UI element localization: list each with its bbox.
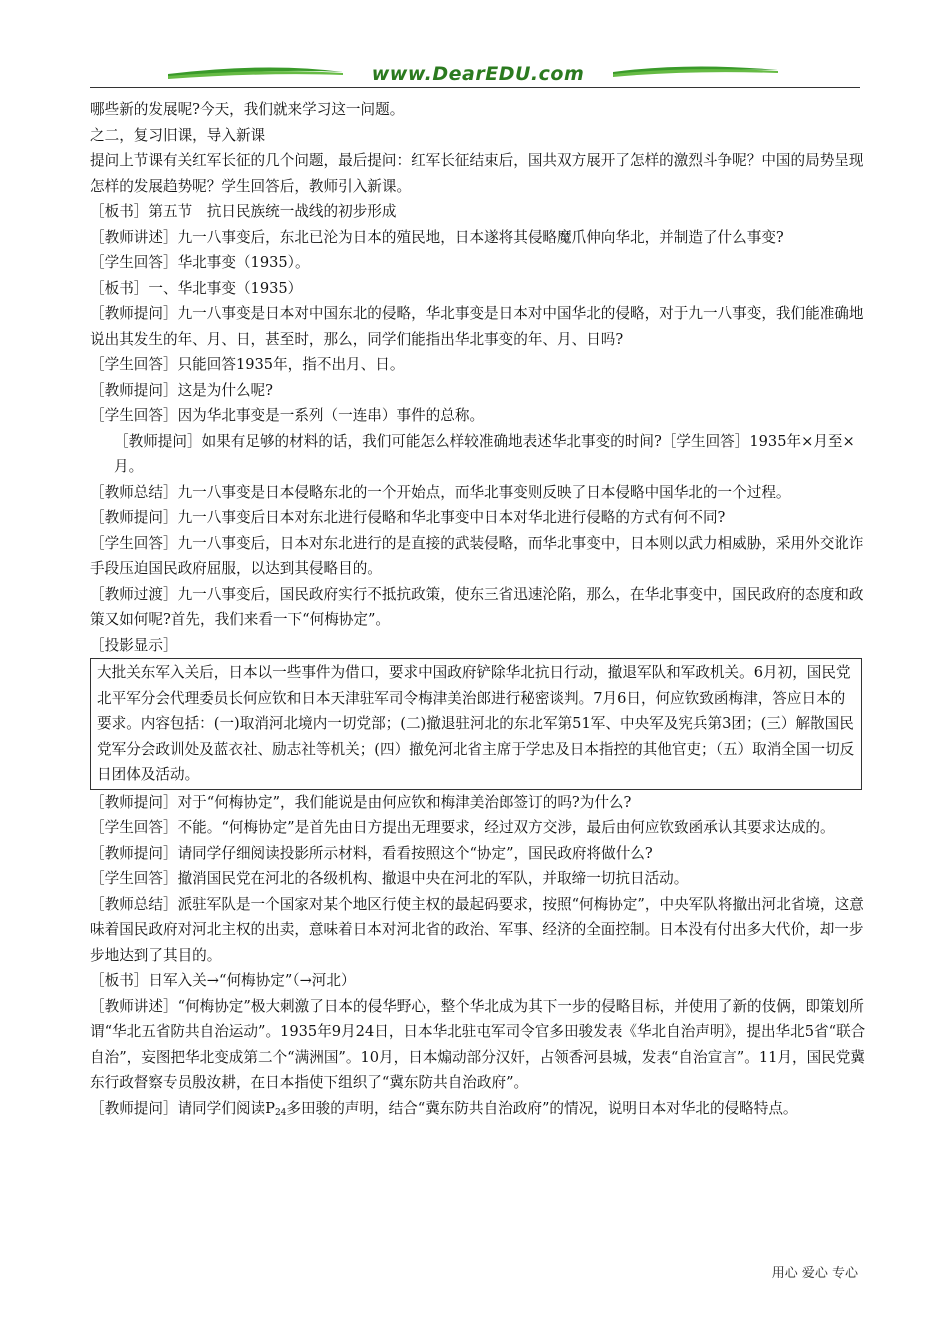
- document-body: [90, 97, 872, 1126]
- paragraph-text: 多田骏的声明，结合“冀东防共自治政府”的情况，说明日本对华北的侵略特点。: [286, 1099, 798, 1117]
- paragraph: ［板书］一、华北事变（1935）: [90, 279, 303, 297]
- paragraph: ［学生回答］华北事变（1935）。: [90, 254, 310, 271]
- page-footer: 用心 爱心 专心: [771, 1266, 858, 1281]
- paragraph: ［教师提问］对于“何梅协定”，我们能说是由何应钦和梅津美治郎签订的吗?为什么?: [90, 793, 632, 811]
- paragraph: [90, 1096, 872, 1127]
- page-subscript: 24: [274, 1107, 287, 1118]
- paragraph: ［教师提问］九一八事变后日本对东北进行侵略和华北事变中日本对华北进行侵略的方式有何不同?: [90, 509, 726, 526]
- paragraph: 之二，复习旧课，导入新课: [90, 126, 266, 144]
- paragraph: ［板书］第五节 抗日民族统一战线的初步形成: [90, 203, 397, 220]
- paragraph: ［学生回答］因为华北事变是一系列（一连串）事件的总称。: [90, 407, 485, 424]
- paragraph: ［教师提问］请同学仔细阅读投影所示材料，看看按照这个“协定”，国民政府将做什么?: [90, 844, 653, 862]
- paragraph: ［板书］日军入关→“何梅协定”（→河北）: [90, 972, 356, 989]
- paragraph: ［教师过渡］九一八事变后，国民政府实行不抵抗政策，使东三省迅速沦陷，那么，在华北事变中，国民政府的态度和政策又如何呢?首先，我们来看一下“何梅协定”。: [90, 585, 864, 628]
- paragraph: ［学生回答］只能回答1935年，指不出月、日。: [90, 356, 405, 373]
- paragraph: ［学生回答］撤消国民党在河北的各级机构、撤退中央在河北的军队，并取缔一切抗日活动。: [90, 870, 689, 887]
- paragraph: ［学生回答］不能。“何梅协定”是首先由日方提出无理要求，经过双方交涉，最后由何应钦致函承认其要求达成的。: [90, 819, 835, 836]
- paragraph: ［学生回答］九一八事变后，日本对东北进行的是直接的武装侵略，而华北事变中，日本则以武力相威胁，采用外交讹诈手段压迫国民政府屈服，以达到其侵略目的。: [90, 534, 864, 577]
- paragraph: 提问上节课有关红军长征的几个问题，最后提问：红军长征结束后，国共双方展开了怎样的激烈斗争呢？中国的局势呈现怎样的发展趋势呢？学生回答后，教师引入新课。: [90, 152, 864, 195]
- site-logo[interactable]: www.DearEDU.com: [371, 63, 585, 85]
- paragraph: 哪些新的发展呢?今天，我们就来学习这一问题。: [90, 101, 405, 118]
- paragraph: ［教师讲述］九一八事变后，东北已沦为日本的殖民地，日本遂将其侵略魔爪伸向华北，并制造了什么事变?: [90, 228, 784, 246]
- paragraph: ［教师讲述］“何梅协定”极大刺激了日本的侵华野心，整个华北成为其下一步的侵略目标，并使用了新的伎俩，即策划所谓“华北五省防共自治运动”。1935年9月24日，日本华北驻屯军司令官多田骏发表《华北自治声明》，提出华北5省“联合自治”，妄图把华北变成第二个“满洲国”。10月，日本煽动部分汉奸，占领香河县城，发表“自治宣言”。11月，国民党冀东行政督察专员殷汝耕，在日本指使下组织了“冀东防共自治政府”。: [90, 997, 866, 1091]
- paragraph: ［教师总结］派驻军队是一个国家对某个地区行使主权的最起码要求，按照“何梅协定”，中央军队将撤出河北省境，这意味着国民政府对河北主权的出卖，意味着日本对河北省的政治、军事、经济的全面控制。日本没有付出多大代价，却一步步地达到了其目的。: [90, 895, 864, 964]
- paragraph: ［教师提问］九一八事变是日本对中国东北的侵略，华北事变是日本对中国华北的侵略，对于九一八事变，我们能准确地说出其发生的年、月、日，甚至时，那么，同学们能指出华北事变的年、月、日吗?: [90, 305, 864, 348]
- site-header: [88, 60, 868, 90]
- paragraph: ［教师总结］九一八事变是日本侵略东北的一个开始点，而华北事变则反映了日本侵略中国华北的一个过程。: [90, 483, 791, 501]
- paragraph-text: ［教师提问］请同学们阅读P: [90, 1099, 275, 1117]
- paragraph: ［投影显示］: [90, 636, 178, 654]
- header-divider: [90, 87, 860, 88]
- projection-text: 大批关东军入关后，日本以一些事件为借口，要求中国政府铲除华北抗日行动，撤退军队和军政机关。6月初，国民党北平军分会代理委员长何应钦和日本天津驻军司令梅津美治郎进行秘密谈判。7月6日，何应钦致函梅津，答应日本的要求。内容包括：(一)取消河北境内一切党部；(二)撤退驻河北的东北军第51军、中央军及宪兵第3团；(三）解散国民党军分会政训处及蓝衣社、励志社等机关；(四）撤免河北省主席于学忠及日本指控的其他官吏；（五）取消全国一切反日团体及活动。: [97, 664, 855, 783]
- paragraph: ［教师提问］如果有足够的材料的话，我们可能怎么样较准确地表述华北事变的时间?［学生回答］1935年×月至×月。: [114, 432, 855, 475]
- paragraph: ［教师提问］这是为什么呢?: [90, 381, 273, 399]
- projection-box: [90, 658, 862, 790]
